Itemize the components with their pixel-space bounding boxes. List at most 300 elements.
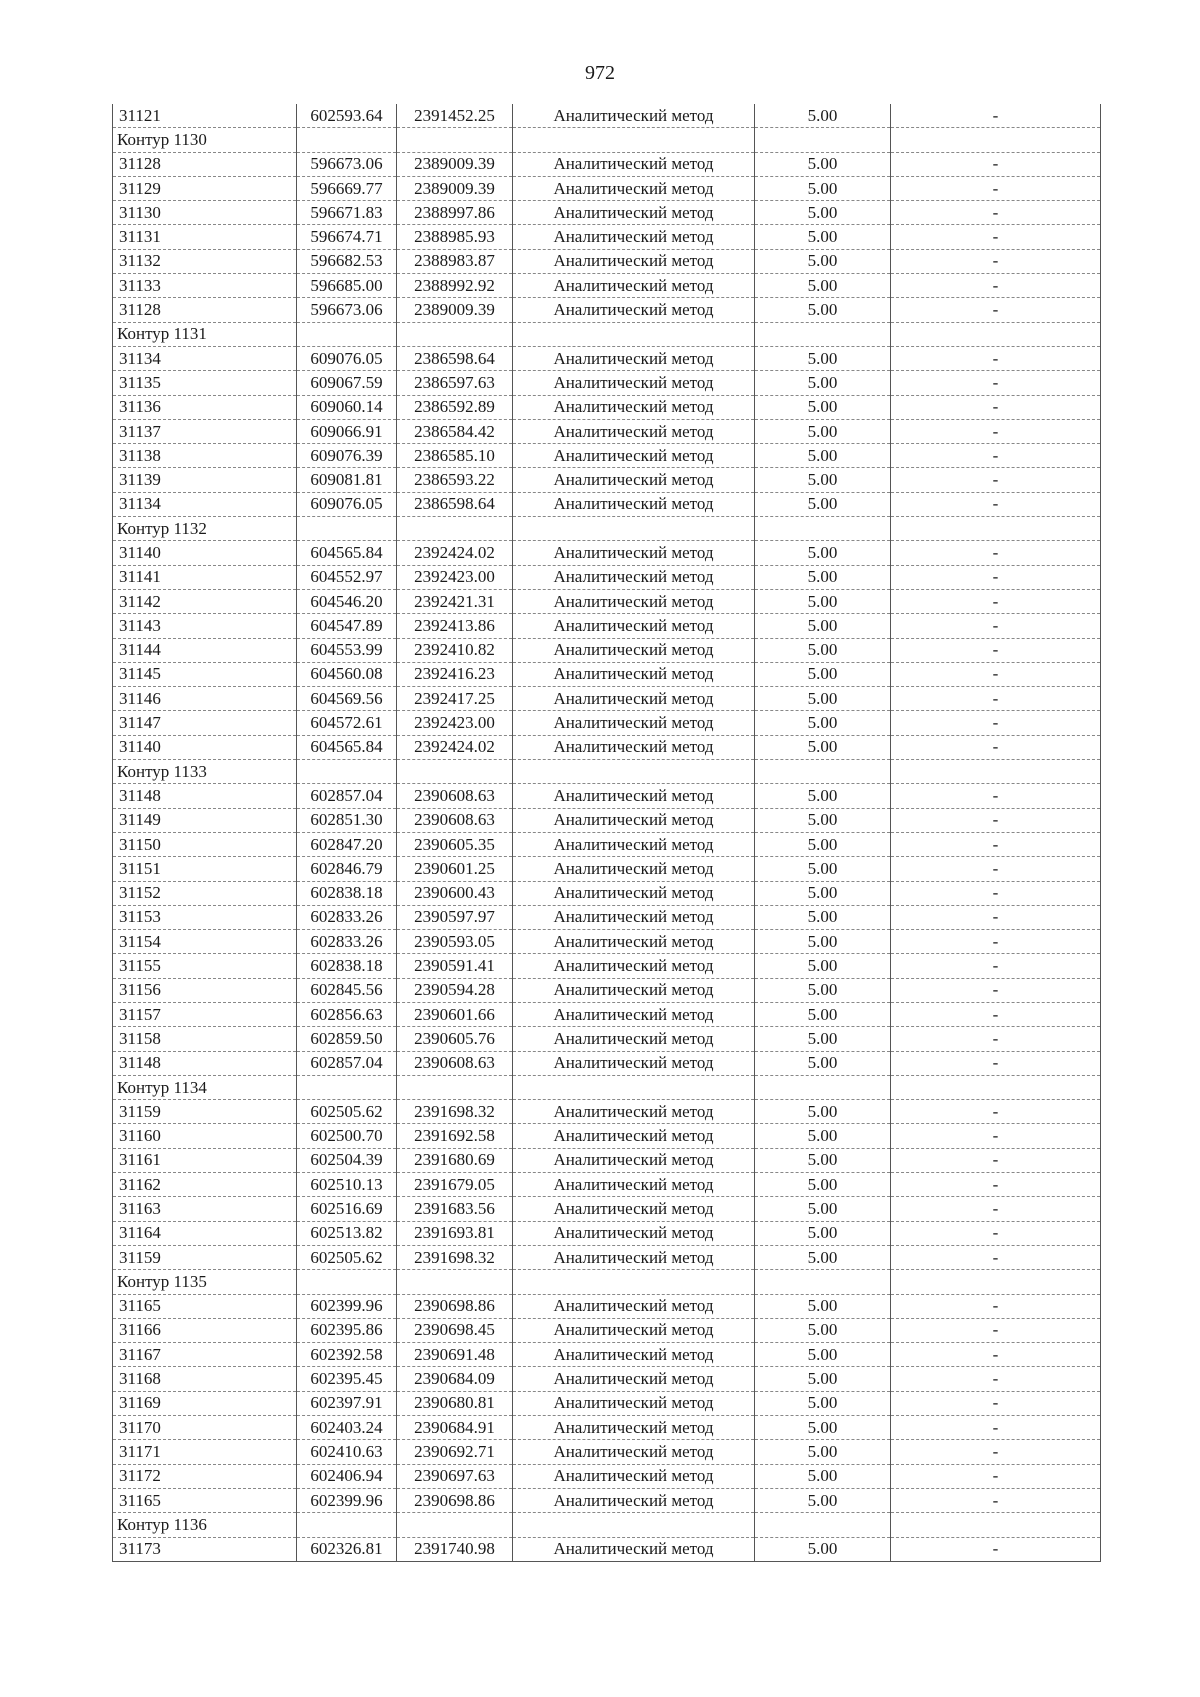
y-coordinate-cell: 2389009.39 xyxy=(397,298,513,322)
method-cell: Аналитический метод xyxy=(513,1343,755,1367)
point-number-cell: 31138 xyxy=(113,444,297,468)
point-number-cell: 31143 xyxy=(113,614,297,638)
empty-cell xyxy=(513,1075,755,1099)
x-coordinate-cell: 604552.97 xyxy=(297,565,397,589)
contour-label-cell: Контур 1130 xyxy=(113,128,297,152)
contour-label-cell: Контур 1131 xyxy=(113,322,297,346)
contour-label-cell: Контур 1135 xyxy=(113,1270,297,1294)
point-number-cell: 31165 xyxy=(113,1294,297,1318)
note-cell: - xyxy=(891,1245,1101,1269)
note-cell: - xyxy=(891,152,1101,176)
x-coordinate-cell: 602403.24 xyxy=(297,1416,397,1440)
x-coordinate-cell: 602410.63 xyxy=(297,1440,397,1464)
error-cell: 5.00 xyxy=(755,808,891,832)
x-coordinate-cell: 609067.59 xyxy=(297,371,397,395)
point-number-cell: 31164 xyxy=(113,1221,297,1245)
note-cell: - xyxy=(891,468,1101,492)
point-number-cell: 31168 xyxy=(113,1367,297,1391)
method-cell: Аналитический метод xyxy=(513,346,755,370)
x-coordinate-cell: 602399.96 xyxy=(297,1294,397,1318)
point-number-cell: 31148 xyxy=(113,1051,297,1075)
method-cell: Аналитический метод xyxy=(513,176,755,200)
y-coordinate-cell: 2390680.81 xyxy=(397,1391,513,1415)
x-coordinate-cell: 602846.79 xyxy=(297,857,397,881)
x-coordinate-cell: 602395.45 xyxy=(297,1367,397,1391)
point-number-cell: 31134 xyxy=(113,492,297,516)
y-coordinate-cell: 2390698.86 xyxy=(397,1488,513,1512)
note-cell: - xyxy=(891,1051,1101,1075)
y-coordinate-cell: 2391693.81 xyxy=(397,1221,513,1245)
note-cell: - xyxy=(891,808,1101,832)
table-row xyxy=(113,905,1101,929)
x-coordinate-cell: 604565.84 xyxy=(297,541,397,565)
table-row xyxy=(113,1416,1101,1440)
x-coordinate-cell: 602500.70 xyxy=(297,1124,397,1148)
table-row xyxy=(113,1464,1101,1488)
y-coordinate-cell: 2392417.25 xyxy=(397,687,513,711)
empty-cell xyxy=(755,517,891,541)
note-cell: - xyxy=(891,711,1101,735)
point-number-cell: 31165 xyxy=(113,1488,297,1512)
error-cell: 5.00 xyxy=(755,346,891,370)
error-cell: 5.00 xyxy=(755,614,891,638)
x-coordinate-cell: 596673.06 xyxy=(297,298,397,322)
empty-cell xyxy=(755,1270,891,1294)
note-cell: - xyxy=(891,832,1101,856)
x-coordinate-cell: 609066.91 xyxy=(297,419,397,443)
note-cell: - xyxy=(891,1100,1101,1124)
note-cell: - xyxy=(891,298,1101,322)
point-number-cell: 31137 xyxy=(113,419,297,443)
y-coordinate-cell: 2391740.98 xyxy=(397,1537,513,1561)
empty-cell xyxy=(513,1270,755,1294)
contour-header-row xyxy=(113,1270,1101,1294)
y-coordinate-cell: 2390605.76 xyxy=(397,1027,513,1051)
note-cell: - xyxy=(891,1148,1101,1172)
x-coordinate-cell: 602505.62 xyxy=(297,1100,397,1124)
x-coordinate-cell: 596682.53 xyxy=(297,249,397,273)
error-cell: 5.00 xyxy=(755,1294,891,1318)
contour-header-row xyxy=(113,1075,1101,1099)
table-row xyxy=(113,930,1101,954)
y-coordinate-cell: 2386597.63 xyxy=(397,371,513,395)
contour-label-cell: Контур 1134 xyxy=(113,1075,297,1099)
note-cell: - xyxy=(891,1488,1101,1512)
contour-header-row xyxy=(113,760,1101,784)
error-cell: 5.00 xyxy=(755,565,891,589)
error-cell: 5.00 xyxy=(755,419,891,443)
empty-cell xyxy=(297,1513,397,1537)
y-coordinate-cell: 2386585.10 xyxy=(397,444,513,468)
empty-cell xyxy=(513,322,755,346)
method-cell: Аналитический метод xyxy=(513,1294,755,1318)
table-row xyxy=(113,1197,1101,1221)
coordinates-table-body xyxy=(113,104,1101,1561)
point-number-cell: 31158 xyxy=(113,1027,297,1051)
y-coordinate-cell: 2390591.41 xyxy=(397,954,513,978)
point-number-cell: 31148 xyxy=(113,784,297,808)
y-coordinate-cell: 2390684.09 xyxy=(397,1367,513,1391)
x-coordinate-cell: 602399.96 xyxy=(297,1488,397,1512)
note-cell: - xyxy=(891,274,1101,298)
x-coordinate-cell: 604553.99 xyxy=(297,638,397,662)
y-coordinate-cell: 2391683.56 xyxy=(397,1197,513,1221)
note-cell: - xyxy=(891,662,1101,686)
y-coordinate-cell: 2386584.42 xyxy=(397,419,513,443)
error-cell: 5.00 xyxy=(755,1245,891,1269)
error-cell: 5.00 xyxy=(755,832,891,856)
error-cell: 5.00 xyxy=(755,371,891,395)
error-cell: 5.00 xyxy=(755,541,891,565)
y-coordinate-cell: 2392416.23 xyxy=(397,662,513,686)
y-coordinate-cell: 2390608.63 xyxy=(397,808,513,832)
table-row xyxy=(113,1027,1101,1051)
point-number-cell: 31157 xyxy=(113,1002,297,1026)
table-row xyxy=(113,468,1101,492)
table-row xyxy=(113,1488,1101,1512)
y-coordinate-cell: 2392421.31 xyxy=(397,589,513,613)
table-row xyxy=(113,176,1101,200)
method-cell: Аналитический метод xyxy=(513,565,755,589)
x-coordinate-cell: 602857.04 xyxy=(297,784,397,808)
x-coordinate-cell: 602845.56 xyxy=(297,978,397,1002)
y-coordinate-cell: 2391680.69 xyxy=(397,1148,513,1172)
note-cell: - xyxy=(891,614,1101,638)
note-cell: - xyxy=(891,857,1101,881)
method-cell: Аналитический метод xyxy=(513,1367,755,1391)
point-number-cell: 31132 xyxy=(113,249,297,273)
contour-header-row xyxy=(113,322,1101,346)
x-coordinate-cell: 602857.04 xyxy=(297,1051,397,1075)
point-number-cell: 31170 xyxy=(113,1416,297,1440)
x-coordinate-cell: 602856.63 xyxy=(297,1002,397,1026)
table-row xyxy=(113,225,1101,249)
note-cell: - xyxy=(891,1367,1101,1391)
point-number-cell: 31147 xyxy=(113,711,297,735)
x-coordinate-cell: 602406.94 xyxy=(297,1464,397,1488)
point-number-cell: 31150 xyxy=(113,832,297,856)
error-cell: 5.00 xyxy=(755,978,891,1002)
y-coordinate-cell: 2392424.02 xyxy=(397,541,513,565)
y-coordinate-cell: 2390597.97 xyxy=(397,905,513,929)
empty-cell xyxy=(891,322,1101,346)
y-coordinate-cell: 2391692.58 xyxy=(397,1124,513,1148)
empty-cell xyxy=(297,322,397,346)
table-row xyxy=(113,298,1101,322)
method-cell: Аналитический метод xyxy=(513,1051,755,1075)
empty-cell xyxy=(397,760,513,784)
table-row xyxy=(113,1100,1101,1124)
x-coordinate-cell: 602395.86 xyxy=(297,1318,397,1342)
point-number-cell: 31149 xyxy=(113,808,297,832)
y-coordinate-cell: 2386598.64 xyxy=(397,492,513,516)
y-coordinate-cell: 2388983.87 xyxy=(397,249,513,273)
method-cell: Аналитический метод xyxy=(513,662,755,686)
note-cell: - xyxy=(891,638,1101,662)
y-coordinate-cell: 2388985.93 xyxy=(397,225,513,249)
table-row xyxy=(113,1173,1101,1197)
point-number-cell: 31141 xyxy=(113,565,297,589)
note-cell: - xyxy=(891,1002,1101,1026)
page-number: 972 xyxy=(585,62,615,84)
table-row xyxy=(113,419,1101,443)
x-coordinate-cell: 602326.81 xyxy=(297,1537,397,1561)
empty-cell xyxy=(397,1513,513,1537)
error-cell: 5.00 xyxy=(755,1002,891,1026)
method-cell: Аналитический метод xyxy=(513,1221,755,1245)
table-row xyxy=(113,1051,1101,1075)
note-cell: - xyxy=(891,954,1101,978)
error-cell: 5.00 xyxy=(755,1537,891,1561)
method-cell: Аналитический метод xyxy=(513,444,755,468)
y-coordinate-cell: 2390608.63 xyxy=(397,1051,513,1075)
error-cell: 5.00 xyxy=(755,201,891,225)
note-cell: - xyxy=(891,687,1101,711)
y-coordinate-cell: 2392413.86 xyxy=(397,614,513,638)
x-coordinate-cell: 609081.81 xyxy=(297,468,397,492)
table-row xyxy=(113,274,1101,298)
empty-cell xyxy=(513,760,755,784)
table-row xyxy=(113,1440,1101,1464)
empty-cell xyxy=(397,1075,513,1099)
point-number-cell: 31160 xyxy=(113,1124,297,1148)
error-cell: 5.00 xyxy=(755,1148,891,1172)
table-row xyxy=(113,857,1101,881)
note-cell: - xyxy=(891,346,1101,370)
contour-header-row xyxy=(113,517,1101,541)
y-coordinate-cell: 2390600.43 xyxy=(397,881,513,905)
error-cell: 5.00 xyxy=(755,1318,891,1342)
method-cell: Аналитический метод xyxy=(513,589,755,613)
empty-cell xyxy=(755,322,891,346)
error-cell: 5.00 xyxy=(755,225,891,249)
method-cell: Аналитический метод xyxy=(513,419,755,443)
y-coordinate-cell: 2386592.89 xyxy=(397,395,513,419)
error-cell: 5.00 xyxy=(755,1027,891,1051)
point-number-cell: 31131 xyxy=(113,225,297,249)
empty-cell xyxy=(297,760,397,784)
point-number-cell: 31152 xyxy=(113,881,297,905)
x-coordinate-cell: 596674.71 xyxy=(297,225,397,249)
point-number-cell: 31139 xyxy=(113,468,297,492)
x-coordinate-cell: 609076.05 xyxy=(297,492,397,516)
x-coordinate-cell: 602516.69 xyxy=(297,1197,397,1221)
note-cell: - xyxy=(891,249,1101,273)
table-row xyxy=(113,978,1101,1002)
y-coordinate-cell: 2390697.63 xyxy=(397,1464,513,1488)
method-cell: Аналитический метод xyxy=(513,1148,755,1172)
x-coordinate-cell: 602833.26 xyxy=(297,905,397,929)
table-row xyxy=(113,1002,1101,1026)
y-coordinate-cell: 2390698.45 xyxy=(397,1318,513,1342)
table-row xyxy=(113,104,1101,128)
method-cell: Аналитический метод xyxy=(513,1245,755,1269)
table-row xyxy=(113,711,1101,735)
x-coordinate-cell: 602392.58 xyxy=(297,1343,397,1367)
contour-header-row xyxy=(113,128,1101,152)
y-coordinate-cell: 2392424.02 xyxy=(397,735,513,759)
y-coordinate-cell: 2392423.00 xyxy=(397,711,513,735)
table-row xyxy=(113,1294,1101,1318)
error-cell: 5.00 xyxy=(755,1391,891,1415)
point-number-cell: 31142 xyxy=(113,589,297,613)
error-cell: 5.00 xyxy=(755,1221,891,1245)
x-coordinate-cell: 596673.06 xyxy=(297,152,397,176)
error-cell: 5.00 xyxy=(755,274,891,298)
table-row xyxy=(113,662,1101,686)
note-cell: - xyxy=(891,1221,1101,1245)
method-cell: Аналитический метод xyxy=(513,1027,755,1051)
method-cell: Аналитический метод xyxy=(513,808,755,832)
table-row xyxy=(113,735,1101,759)
method-cell: Аналитический метод xyxy=(513,735,755,759)
x-coordinate-cell: 602851.30 xyxy=(297,808,397,832)
empty-cell xyxy=(513,128,755,152)
y-coordinate-cell: 2392423.00 xyxy=(397,565,513,589)
y-coordinate-cell: 2390684.91 xyxy=(397,1416,513,1440)
note-cell: - xyxy=(891,492,1101,516)
x-coordinate-cell: 609060.14 xyxy=(297,395,397,419)
note-cell: - xyxy=(891,1197,1101,1221)
x-coordinate-cell: 602838.18 xyxy=(297,954,397,978)
point-number-cell: 31128 xyxy=(113,152,297,176)
table-row xyxy=(113,1391,1101,1415)
y-coordinate-cell: 2390601.66 xyxy=(397,1002,513,1026)
method-cell: Аналитический метод xyxy=(513,905,755,929)
note-cell: - xyxy=(891,1391,1101,1415)
note-cell: - xyxy=(891,104,1101,128)
note-cell: - xyxy=(891,444,1101,468)
note-cell: - xyxy=(891,1537,1101,1561)
point-number-cell: 31129 xyxy=(113,176,297,200)
error-cell: 5.00 xyxy=(755,152,891,176)
point-number-cell: 31163 xyxy=(113,1197,297,1221)
note-cell: - xyxy=(891,784,1101,808)
point-number-cell: 31135 xyxy=(113,371,297,395)
table-row xyxy=(113,808,1101,832)
table-row xyxy=(113,1343,1101,1367)
point-number-cell: 31145 xyxy=(113,662,297,686)
x-coordinate-cell: 602397.91 xyxy=(297,1391,397,1415)
method-cell: Аналитический метод xyxy=(513,784,755,808)
method-cell: Аналитический метод xyxy=(513,104,755,128)
point-number-cell: 31162 xyxy=(113,1173,297,1197)
note-cell: - xyxy=(891,905,1101,929)
x-coordinate-cell: 602838.18 xyxy=(297,881,397,905)
method-cell: Аналитический метод xyxy=(513,201,755,225)
table-row xyxy=(113,1221,1101,1245)
method-cell: Аналитический метод xyxy=(513,225,755,249)
error-cell: 5.00 xyxy=(755,905,891,929)
table-row xyxy=(113,395,1101,419)
y-coordinate-cell: 2391452.25 xyxy=(397,104,513,128)
x-coordinate-cell: 604560.08 xyxy=(297,662,397,686)
note-cell: - xyxy=(891,978,1101,1002)
empty-cell xyxy=(891,1270,1101,1294)
point-number-cell: 31169 xyxy=(113,1391,297,1415)
empty-cell xyxy=(891,1513,1101,1537)
method-cell: Аналитический метод xyxy=(513,152,755,176)
note-cell: - xyxy=(891,201,1101,225)
table-row xyxy=(113,492,1101,516)
empty-cell xyxy=(891,517,1101,541)
note-cell: - xyxy=(891,1124,1101,1148)
note-cell: - xyxy=(891,735,1101,759)
method-cell: Аналитический метод xyxy=(513,492,755,516)
error-cell: 5.00 xyxy=(755,1440,891,1464)
table-row xyxy=(113,346,1101,370)
table-row xyxy=(113,614,1101,638)
coordinates-table xyxy=(112,104,1101,1562)
method-cell: Аналитический метод xyxy=(513,881,755,905)
method-cell: Аналитический метод xyxy=(513,1124,755,1148)
x-coordinate-cell: 609076.05 xyxy=(297,346,397,370)
table-row xyxy=(113,881,1101,905)
method-cell: Аналитический метод xyxy=(513,298,755,322)
method-cell: Аналитический метод xyxy=(513,1173,755,1197)
y-coordinate-cell: 2392410.82 xyxy=(397,638,513,662)
error-cell: 5.00 xyxy=(755,1488,891,1512)
error-cell: 5.00 xyxy=(755,176,891,200)
error-cell: 5.00 xyxy=(755,1197,891,1221)
point-number-cell: 31171 xyxy=(113,1440,297,1464)
point-number-cell: 31173 xyxy=(113,1537,297,1561)
note-cell: - xyxy=(891,225,1101,249)
error-cell: 5.00 xyxy=(755,1464,891,1488)
error-cell: 5.00 xyxy=(755,954,891,978)
empty-cell xyxy=(397,322,513,346)
x-coordinate-cell: 604547.89 xyxy=(297,614,397,638)
table-row xyxy=(113,954,1101,978)
table-row xyxy=(113,541,1101,565)
table-row xyxy=(113,1148,1101,1172)
note-cell: - xyxy=(891,1294,1101,1318)
empty-cell xyxy=(755,760,891,784)
method-cell: Аналитический метод xyxy=(513,1464,755,1488)
method-cell: Аналитический метод xyxy=(513,249,755,273)
y-coordinate-cell: 2391698.32 xyxy=(397,1245,513,1269)
error-cell: 5.00 xyxy=(755,249,891,273)
y-coordinate-cell: 2390692.71 xyxy=(397,1440,513,1464)
method-cell: Аналитический метод xyxy=(513,274,755,298)
x-coordinate-cell: 602505.62 xyxy=(297,1245,397,1269)
method-cell: Аналитический метод xyxy=(513,857,755,881)
point-number-cell: 31167 xyxy=(113,1343,297,1367)
empty-cell xyxy=(513,517,755,541)
table-row xyxy=(113,152,1101,176)
point-number-cell: 31151 xyxy=(113,857,297,881)
table-row xyxy=(113,1367,1101,1391)
y-coordinate-cell: 2386598.64 xyxy=(397,346,513,370)
note-cell: - xyxy=(891,565,1101,589)
note-cell: - xyxy=(891,541,1101,565)
error-cell: 5.00 xyxy=(755,735,891,759)
x-coordinate-cell: 602833.26 xyxy=(297,930,397,954)
table-row xyxy=(113,1318,1101,1342)
point-number-cell: 31133 xyxy=(113,274,297,298)
empty-cell xyxy=(297,1075,397,1099)
error-cell: 5.00 xyxy=(755,444,891,468)
error-cell: 5.00 xyxy=(755,930,891,954)
error-cell: 5.00 xyxy=(755,857,891,881)
error-cell: 5.00 xyxy=(755,1416,891,1440)
table-row xyxy=(113,249,1101,273)
empty-cell xyxy=(755,1513,891,1537)
empty-cell xyxy=(397,1270,513,1294)
method-cell: Аналитический метод xyxy=(513,978,755,1002)
x-coordinate-cell: 602510.13 xyxy=(297,1173,397,1197)
table-row xyxy=(113,1124,1101,1148)
